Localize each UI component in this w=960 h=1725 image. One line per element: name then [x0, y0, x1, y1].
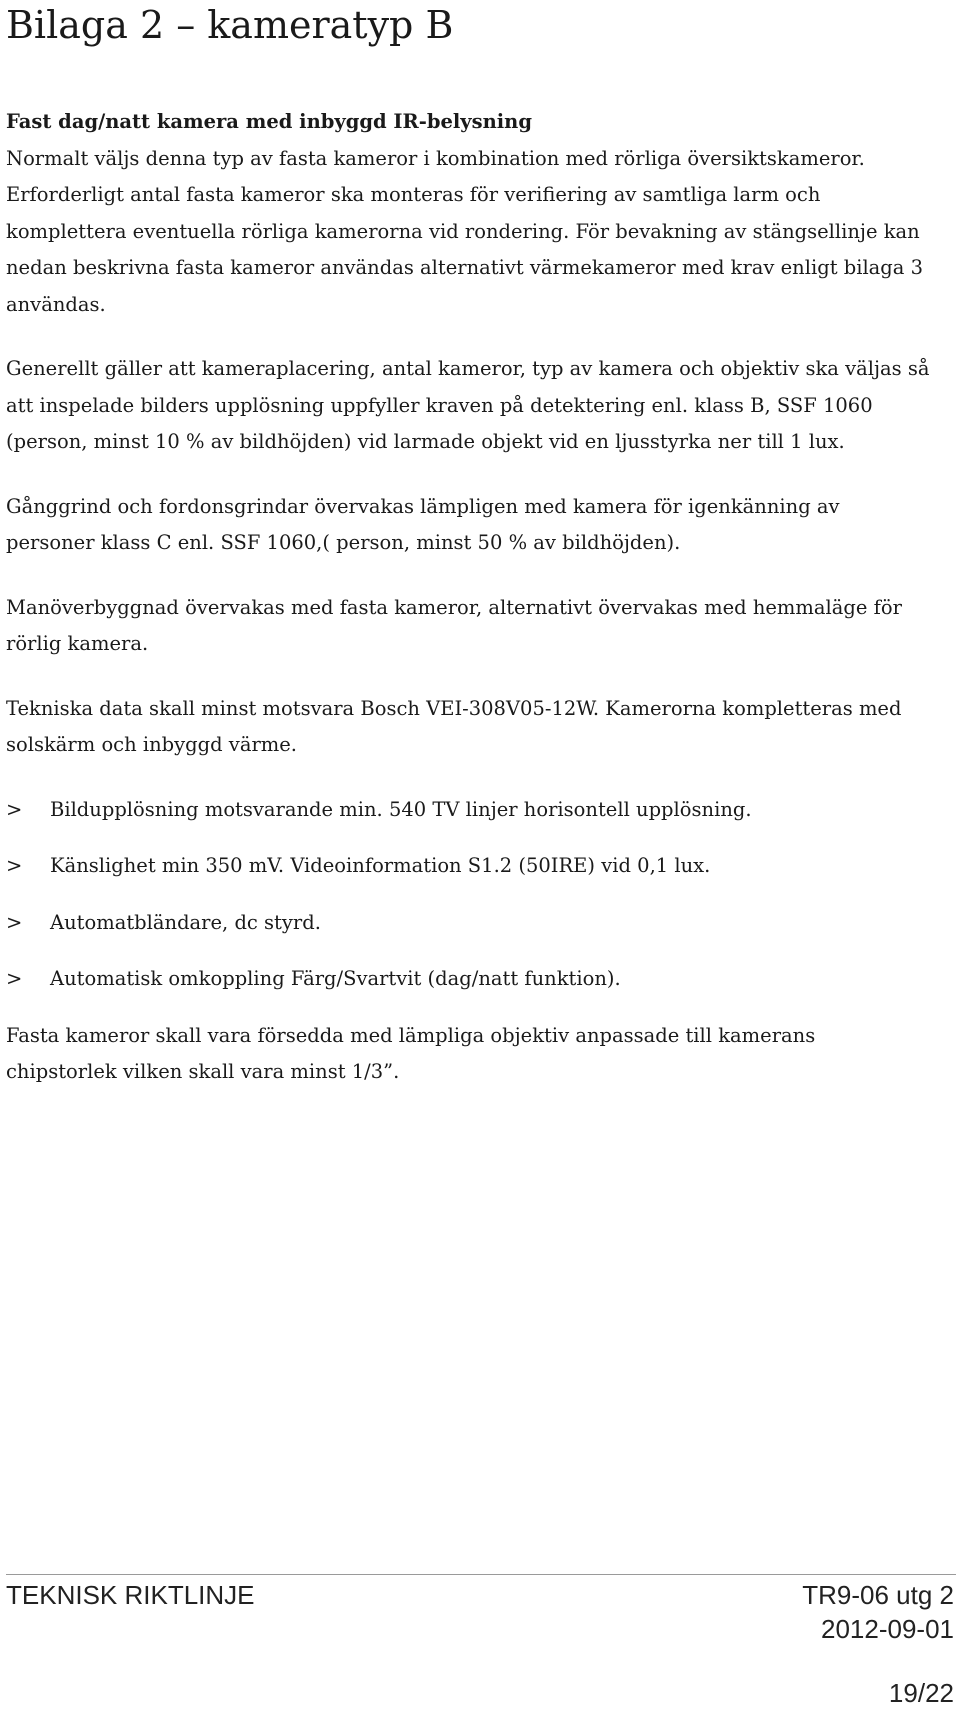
paragraph-technical-data: Tekniska data skall minst motsvara Bosch VEI-308V05-12W. Kamerorna kompletteras med solskärm och inbyggd värme. [6, 696, 902, 756]
spec-text: Automatisk omkoppling Färg/Svartvit (dag/natt funktion). [50, 967, 621, 990]
paragraph-control-building: Manöverbyggnad övervakas med fasta kameror, alternativt övervakas med hemmaläge för rörlig kamera. [6, 595, 902, 655]
bullet-marker: > [6, 854, 23, 877]
footer-doc-type: TEKNISK RIKTLINJE [6, 1580, 255, 1610]
section-subheading: Fast dag/natt kamera med inbyggd IR-belysning [6, 110, 532, 133]
footer-divider [6, 1574, 956, 1575]
spec-text: Automatbländare, dc styrd. [50, 910, 321, 934]
list-item [6, 961, 930, 998]
list-item [6, 792, 930, 829]
list-item [6, 848, 930, 885]
paragraph-intro: Normalt väljs denna typ av fasta kameror i kombination med rörliga översiktskameror. Erforderligt antal fasta kameror ska monteras för verifiering av samtliga larm och komplettera eventuella rörliga kamerorna vid rondering. För bevakning av stängsellinje kan nedan beskrivna fasta kameror användas alternativt värmekameror med krav enligt bilaga 3 användas. [6, 146, 924, 316]
paragraph-gates: Gånggrind och fordonsgrindar övervakas lämpligen med kamera för igenkänning av personer klass C enl. SSF 1060,( person, minst 50 % av bildhöjden). [6, 494, 840, 554]
bullet-marker: > [6, 910, 23, 934]
spec-text: Bildupplösning motsvarande min. 540 TV linjer horisontell upplösning. [50, 797, 752, 821]
bullet-marker: > [6, 967, 23, 990]
bullet-marker: > [6, 797, 23, 821]
document-body [6, 104, 930, 1119]
footer-doc-id: TR9-06 utg 2 [802, 1580, 954, 1610]
paragraph-closing: Fasta kameror skall vara försedda med lämpliga objektiv anpassade till kamerans chipstorlek vilken skall vara minst 1/3”. [6, 1023, 816, 1083]
page-number: 19/22 [888, 1678, 954, 1708]
spec-text: Känslighet min 350 mV. Videoinformation S1.2 (50IRE) vid 0,1 lux. [50, 854, 711, 877]
list-item [6, 905, 930, 942]
paragraph-general: Generellt gäller att kameraplacering, antal kameror, typ av kamera och objektiv ska väljas så att inspelade bilders upplösning uppfyller kraven på detektering enl. klass B, SSF 1060 (person, minst 10 % av bildhöjden) vid larmade objekt vid en ljusstyrka ner till 1 lux. [6, 357, 930, 453]
footer-date: 2012-09-01 [821, 1614, 954, 1644]
page-title: Bilaga 2 – kameratyp B [6, 3, 454, 47]
spec-list [6, 792, 930, 998]
footer-meta [802, 1578, 954, 1646]
